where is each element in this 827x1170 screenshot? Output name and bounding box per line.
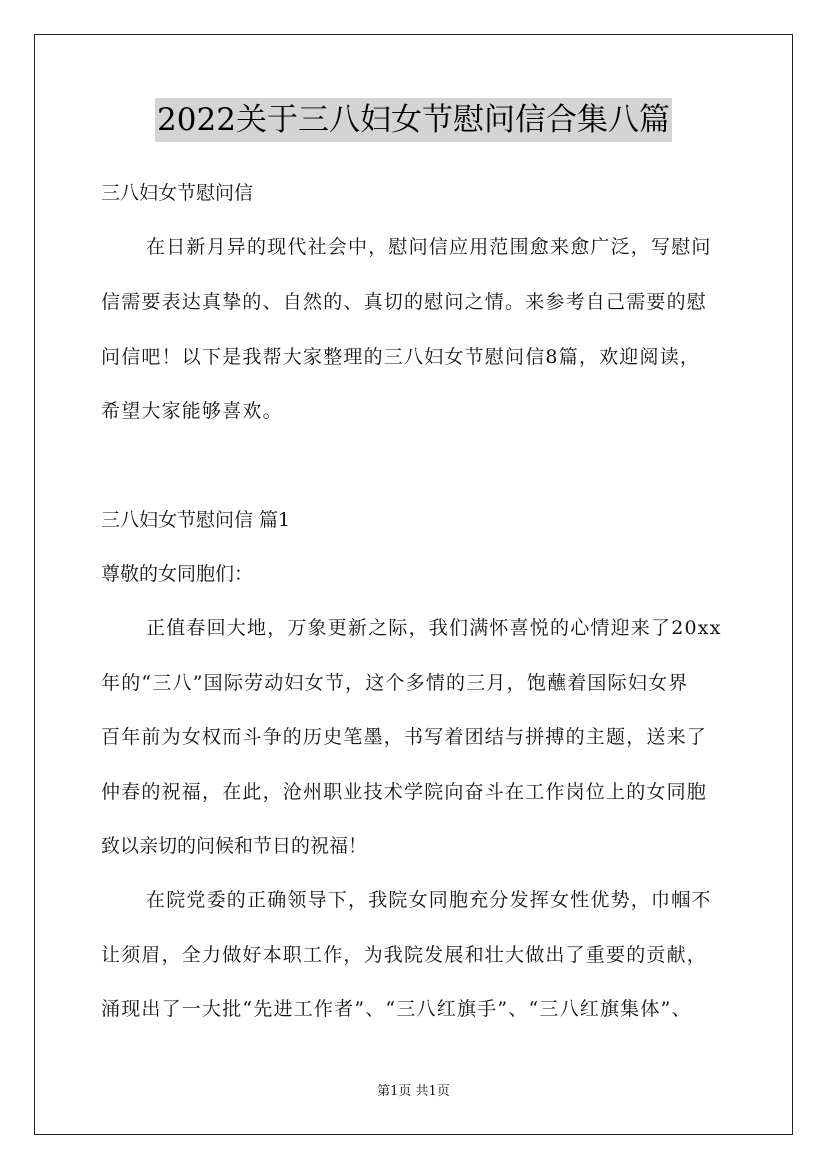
title-container	[0, 98, 827, 142]
page-footer: 第1页 共1页	[377, 1084, 450, 1099]
paragraph-line: 百年前为女权而斗争的历史笔墨，书写着团结与拼搏的主题，送来了	[101, 726, 708, 748]
intro-line: 希望大家能够喜欢。	[101, 400, 283, 422]
intro-line: 问信吧！以下是我帮大家整理的三八妇女节慰问信8篇，欢迎阅读，	[101, 346, 701, 368]
section-heading: 三八妇女节慰问信	[101, 182, 254, 204]
paragraph-line: 致以亲切的问候和节日的祝福！	[101, 835, 368, 857]
article-heading: 三八妇女节慰问信 篇1	[101, 509, 291, 531]
paragraph-line: 让须眉，全力做好本职工作，为我院发展和壮大做出了重要的贡献，	[101, 944, 708, 966]
paragraph-line: 涌现出了一大批“先进工作者”、“三八红旗手”、“三八红旗集体”、	[101, 998, 692, 1020]
paragraph-line: 在院党委的正确领导下，我院女同胞充分发挥女性优势，巾帼不	[146, 889, 712, 911]
intro-line: 信需要表达真挚的、自然的、真切的慰问之情。来参考自己需要的慰	[101, 291, 708, 313]
paragraph-line: 年的“三八”国际劳动妇女节，这个多情的三月，饱蘸着国际妇女界	[101, 672, 689, 694]
paragraph-line: 仲春的祝福，在此，沧州职业技术学院向奋斗在工作岗位上的女同胞	[101, 781, 708, 803]
document-title: 2022关于三八妇女节慰问信合集八篇	[155, 98, 672, 142]
intro-line: 在日新月异的现代社会中，慰问信应用范围愈来愈广泛，写慰问	[146, 236, 712, 258]
paragraph-line: 正值春回大地，万象更新之际，我们满怀喜悦的心情迎来了20xx	[146, 617, 722, 639]
salutation: 尊敬的女同胞们：	[101, 563, 254, 585]
